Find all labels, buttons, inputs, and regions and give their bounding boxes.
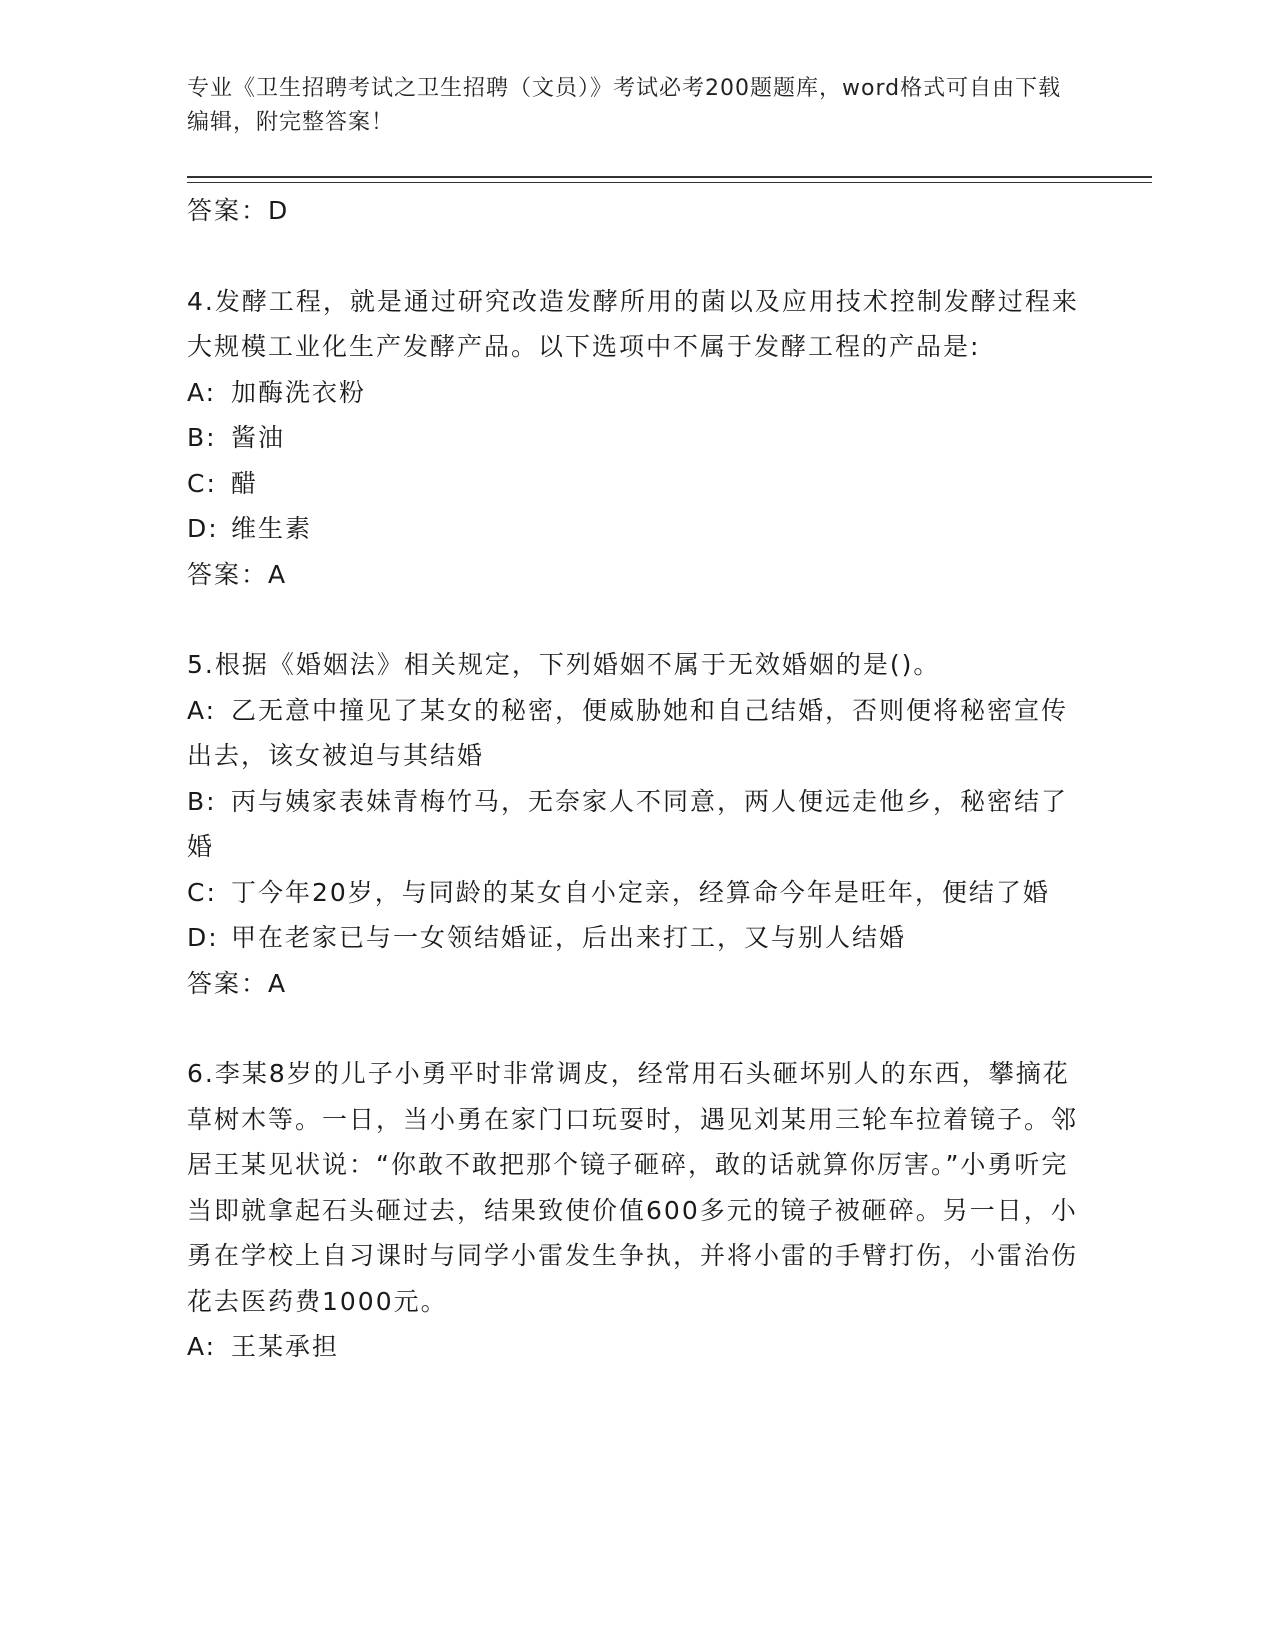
option-label: C: [187, 468, 217, 498]
option-label: C: [187, 877, 217, 907]
spacer [187, 1006, 1087, 1051]
option-text: 维生素 [231, 514, 313, 543]
option-label: D: [187, 514, 219, 543]
question-4 [187, 279, 1087, 598]
option-d [187, 915, 1087, 961]
option-text: 丁今年20岁，与同龄的某女自小定亲，经算命今年是旺年，便结了婚 [231, 877, 1050, 907]
answer-line: 答案：D [187, 196, 290, 225]
option-text: 王某承担 [231, 1332, 340, 1361]
option-text: 酱油 [231, 423, 286, 452]
option-c [187, 461, 1087, 507]
option-a [187, 370, 1087, 416]
question-6 [187, 1051, 1087, 1370]
option-a [187, 688, 1087, 779]
option-label: B: [187, 423, 217, 452]
option-b [187, 415, 1087, 461]
option-d [187, 506, 1087, 552]
option-label: A: [187, 377, 217, 407]
spacer [187, 234, 1087, 279]
option-text: 醋 [231, 468, 259, 498]
option-label: D: [187, 923, 219, 952]
option-label: B: [187, 786, 217, 816]
option-text: 乙无意中撞见了某女的秘密，便威胁她和自己结婚，否则便将秘密宣传出去，该女被迫与其结婚 [187, 695, 1069, 770]
option-a [187, 1324, 1087, 1370]
option-text: 加酶洗衣粉 [231, 377, 367, 407]
question-stem: 4.发酵工程，就是通过研究改造发酵所用的菌以及应用技术控制发酵过程来大规模工业化生产发酵产品。以下选项中不属于发酵工程的产品是: [187, 286, 1079, 361]
option-b [187, 779, 1087, 870]
option-text: 甲在老家已与一女领结婚证，后出来打工，又与别人结婚 [231, 923, 907, 952]
answer-line: 答案：A [187, 559, 288, 589]
question-5 [187, 642, 1087, 1006]
spacer [187, 597, 1087, 642]
option-label: A: [187, 1332, 217, 1361]
answer-line: 答案：A [187, 968, 288, 998]
option-text: 丙与姨家表妹青梅竹马，无奈家人不同意，两人便远走他乡，秘密结了婚 [187, 786, 1069, 861]
header-divider-thin [187, 182, 1152, 183]
question-stem: 5.根据《婚姻法》相关规定，下列婚姻不属于无效婚姻的是()。 [187, 650, 941, 679]
page-header: 专业《卫生招聘考试之卫生招聘（文员）》考试必考200题题库，word格式可自由下载编辑，附完整答案！ [187, 76, 1062, 135]
option-c [187, 870, 1087, 916]
header-divider-thick [187, 176, 1152, 178]
question-content [187, 188, 1087, 1370]
option-label: A: [187, 695, 217, 725]
question-stem: 6.李某8岁的儿子小勇平时非常调皮，经常用石头砸坏别人的东西，攀摘花草树木等。一日，当小勇在家门口玩耍时，遇见刘某用三轮车拉着镜子。邻居王某见状说：“你敢不敢把那个镜子砸碎，敢的话就算你厉害。”小勇听完当即就拿起石头砸过去，结果致使价值600多元的镜子被砸碎。另一日，小勇在学校上自习课时与同学小雷发生争执，并将小雷的手臂打伤，小雷治伤花去医药费1000元。 [187, 1059, 1079, 1316]
